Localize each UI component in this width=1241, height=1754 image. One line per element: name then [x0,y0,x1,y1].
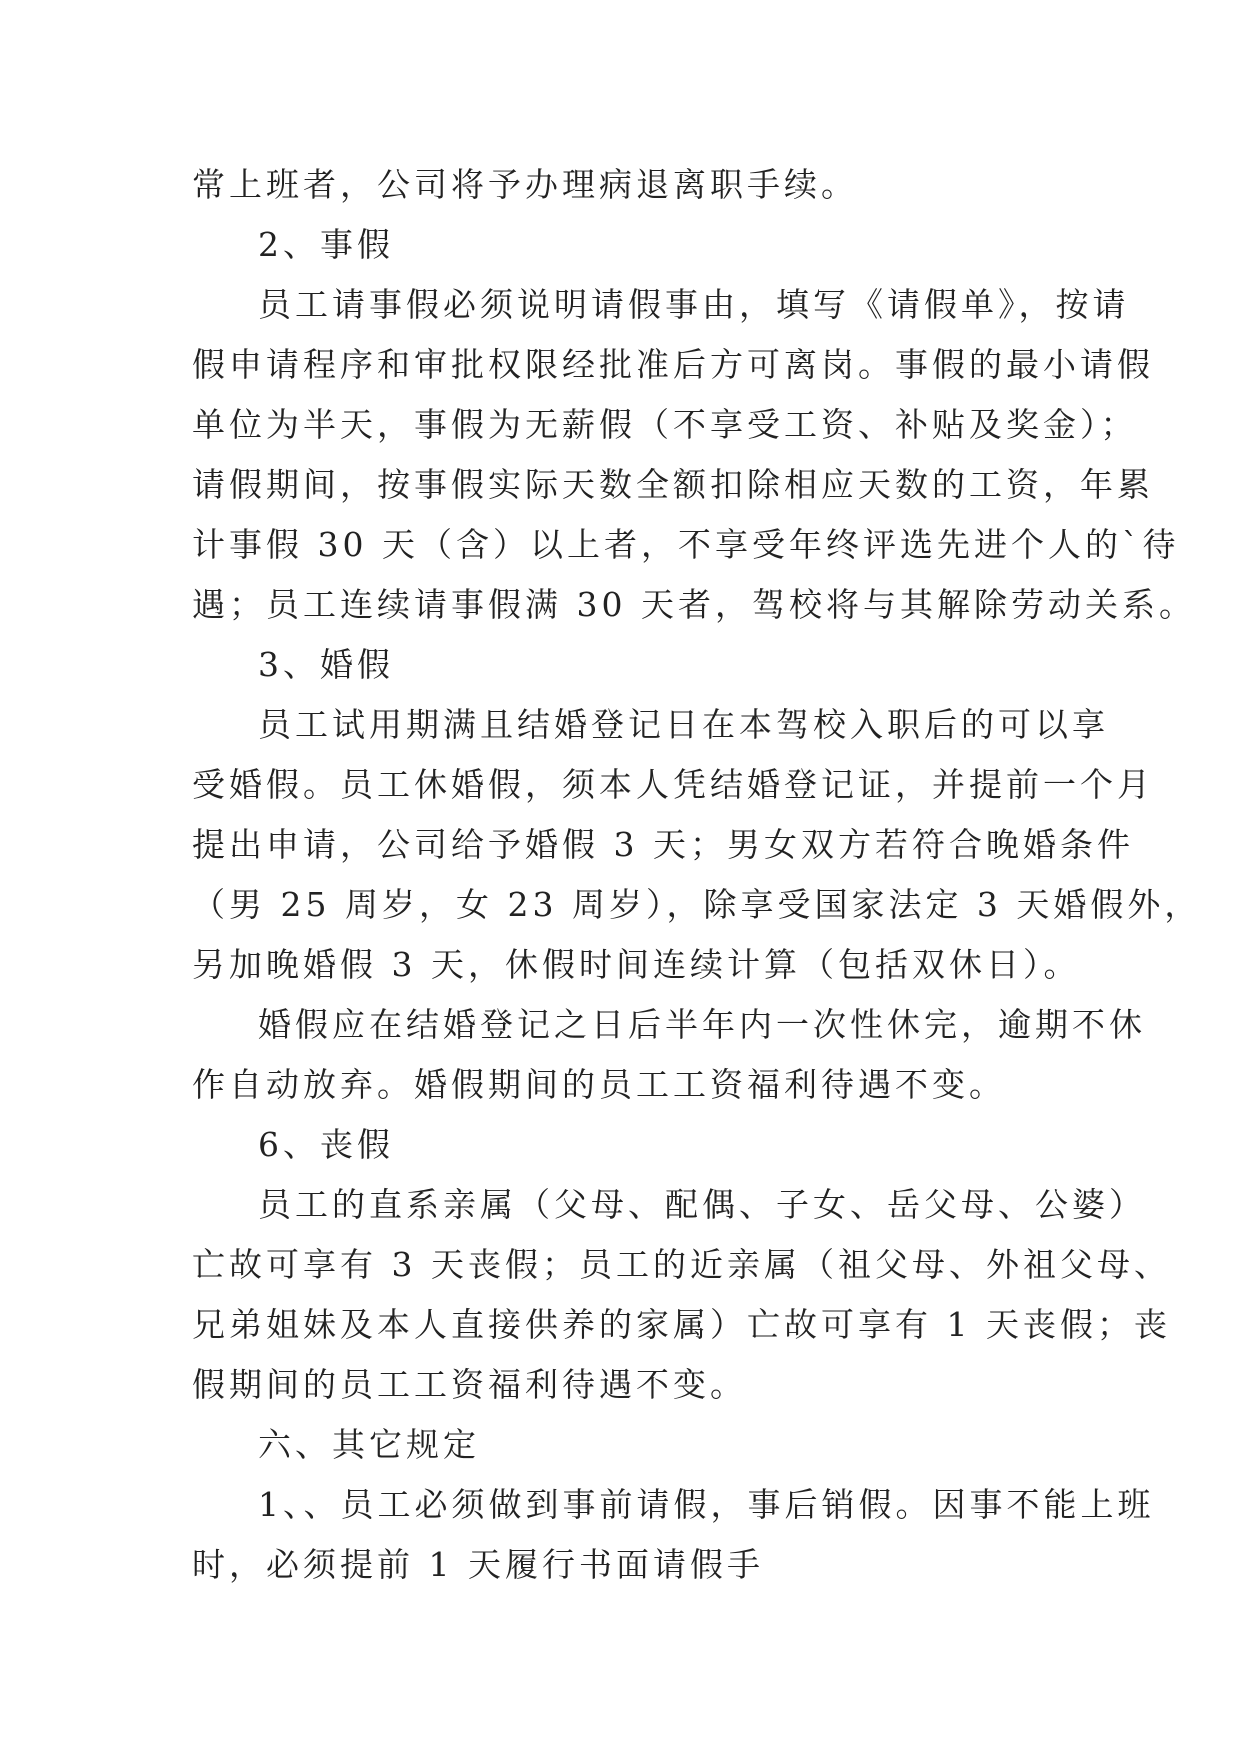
section-heading-marriage-leave: 3、婚假 [258,645,394,684]
text-line: 单位为半天，事假为无薪假（不享受工资、补贴及奖金）； [192,405,1138,444]
text-line: 亡故可享有 3 天丧假；员工的近亲属（祖父母、外祖父母、 [192,1245,1171,1284]
text-line: 受婚假。员工休婚假，须本人凭结婚登记证，并提前一个月 [192,765,1154,804]
text-line: 1、、员工必须做到事前请假，事后销假。因事不能上班 [258,1485,1155,1524]
text-line: 提出申请，公司给予婚假 3 天；男女双方若符合晚婚条件 [192,825,1134,864]
document-body [192,155,1202,1595]
text-line: 假期间的员工工资福利待遇不变。 [192,1365,747,1404]
section-heading-other-rules: 六、其它规定 [258,1425,480,1464]
text-line: 时，必须提前 1 天履行书面请假手 [192,1545,764,1584]
section-heading-personal-leave: 2、事假 [258,225,394,264]
text-line: 遇；员工连续请事假满 30 天者，驾校将与其解除劳动关系。 [192,585,1196,624]
text-line: 作自动放弃。婚假期间的员工工资福利待遇不变。 [192,1065,1006,1104]
text-line: 员工试用期满且结婚登记日在本驾校入职后的可以享 [258,705,1109,744]
text-line: 请假期间，按事假实际天数全额扣除相应天数的工资，年累 [192,465,1154,504]
text-line: 员工的直系亲属（父母、配偶、子女、岳父母、公婆） [258,1185,1146,1224]
text-line: 员工请事假必须说明请假事由，填写《请假单》，按请 [258,285,1130,324]
section-heading-bereavement-leave: 6、丧假 [258,1125,394,1164]
text-line: 兄弟姐妹及本人直接供养的家属）亡故可享有 1 天丧假；丧 [192,1305,1171,1344]
text-line: 婚假应在结婚登记之日后半年内一次性休完，逾期不休 [258,1005,1146,1044]
text-line: （男 25 周岁，女 23 周岁），除享受国家法定 3 天婚假外， [192,885,1202,924]
text-line: 另加晚婚假 3 天，休假时间连续计算（包括双休日）。 [192,945,1081,984]
text-line: 计事假 30 天（含）以上者，不享受年终评选先进个人的`待 [192,525,1180,564]
text-line: 假申请程序和审批权限经批准后方可离岗。事假的最小请假 [192,345,1154,384]
text-line: 常上班者，公司将予办理病退离职手续。 [192,165,858,204]
